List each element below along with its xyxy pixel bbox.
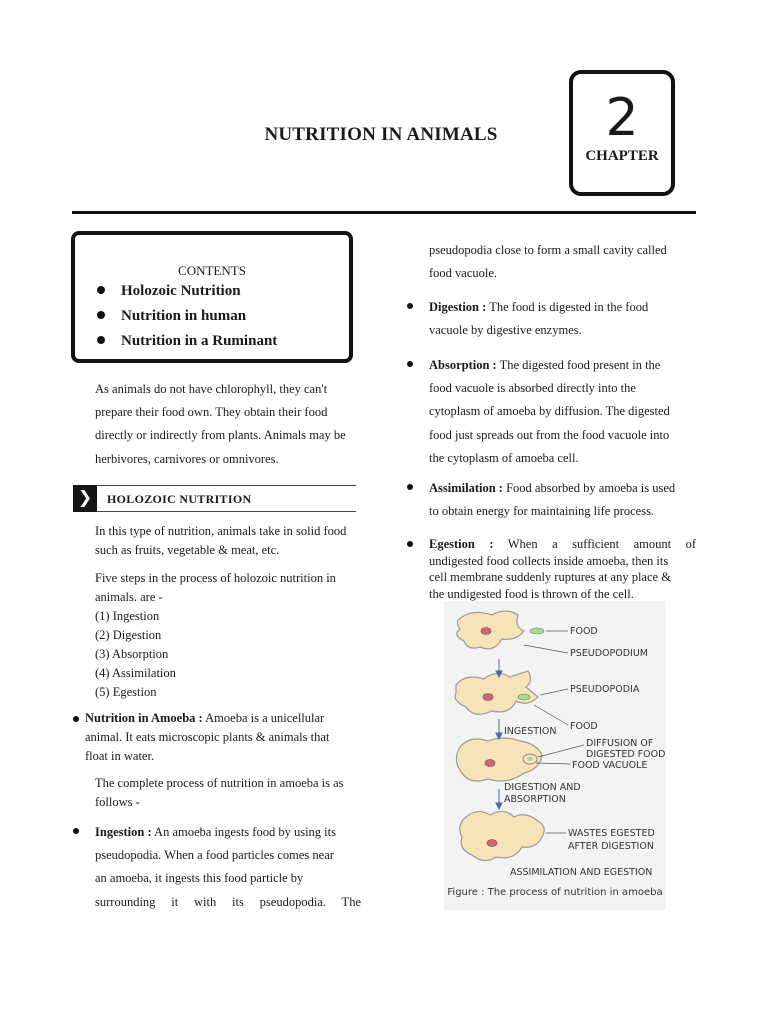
contents-box (71, 231, 353, 363)
label-ingestion: INGESTION (504, 726, 557, 737)
step-item: (3) Absorption (95, 647, 169, 661)
ingestion-paragraph: Ingestion : An amoeba ingests food by using its pseudopodia. When a food particles comes near an amoeba, it ingests this food particle by surrounding it with its pseudopodia. The (95, 825, 361, 909)
chapter-badge (569, 70, 675, 196)
bullet-icon (97, 286, 105, 294)
chapter-label: CHAPTER (585, 148, 659, 164)
digestion-paragraph: Digestion : The food is digested in the food vacuole by digestive enzymes. (429, 300, 649, 338)
intro-paragraph: As animals do not have chlorophyll, they can't prepare their food own. They obtain their food directly or indirectly from plants. Animals may be herbivores, carnivores or omnivores. (95, 382, 346, 466)
five-steps: Five steps in the process of holozoic nutrition in animals. are - (1) Ingestion (2) Digestion (3) Absorption (4) Assimilation (5) Egestion (95, 569, 361, 702)
bullet-icon (407, 361, 413, 367)
page-title: NUTRITION IN ANIMALS (264, 124, 498, 145)
label-digestion-and: DIGESTION AND (504, 782, 581, 793)
bullet-icon (407, 303, 413, 309)
bullet-icon (73, 828, 79, 834)
label-food-vacuole: FOOD VACUOLE (572, 760, 648, 771)
amoeba-diagram (444, 601, 666, 910)
contents-title: CONTENTS (178, 263, 246, 278)
egestion-paragraph: Egestion : When a sufficient amount of undigested food collects inside amoeba, then its cell membrane suddenly ruptures at any place & the undigested food is thrown of the cell. (429, 537, 697, 601)
contents-list (95, 283, 277, 358)
heading-marker (73, 485, 97, 512)
amoeba-stage-2 (455, 671, 538, 714)
nucleus (485, 760, 495, 767)
section-heading (73, 485, 356, 512)
amoeba-stage-4 (460, 811, 545, 860)
bullet-icon (407, 484, 413, 490)
nucleus (481, 628, 491, 635)
contents-item: Nutrition in a Ruminant (95, 333, 277, 358)
food-particle (518, 694, 530, 700)
step-item: (5) Egestion (95, 685, 157, 699)
bullet-icon (97, 311, 105, 319)
nucleus (487, 840, 497, 847)
label-diffusion: DIFFUSION OF (586, 738, 654, 749)
chevron-right-icon: ❯ (78, 488, 93, 508)
label-after-digestion: AFTER DIGESTION (568, 841, 654, 852)
absorption-paragraph: Absorption : The digested food present in the food vacuole is absorbed directly into the cytoplasm of amoeba by diffusion. The digested food just spreads out from the food vacuole into the cytoplasm of amoeba cell. (429, 358, 670, 465)
amoeba-figure (444, 601, 666, 910)
amoeba-nutrition: Nutrition in Amoeba : Amoeba is a unicellular animal. It eats microscopic plants & animals that float in water. (85, 711, 330, 763)
label-absorption: ABSORPTION (504, 794, 566, 805)
label-food: FOOD (570, 721, 598, 732)
holozoic-definition: In this type of nutrition, animals take in solid food such as fruits, vegetable & meat, etc. (95, 524, 347, 557)
step-item: (4) Assimilation (95, 666, 176, 680)
step-item: (1) Ingestion (95, 609, 160, 623)
ingestion-continued: pseudopodia close to form a small cavity called food vacuole. (429, 243, 667, 281)
contents-item: Nutrition in human (95, 308, 277, 333)
figure-caption: Figure : The process of nutrition in amoeba (447, 887, 663, 898)
label-wastes-egested: WASTES EGESTED (568, 828, 655, 839)
assimilation-paragraph: Assimilation : Food absorbed by amoeba is used to obtain energy for maintaining life process. (429, 481, 676, 519)
section-heading-text: HOLOZOIC NUTRITION (107, 492, 252, 506)
bullet-icon (97, 336, 105, 344)
step-item: (2) Digestion (95, 628, 162, 642)
label-pseudopodium: PSEUDOPODIUM (570, 648, 648, 659)
label-digested-food: DIGESTED FOOD (586, 749, 666, 760)
label-pseudopodia: PSEUDOPODIA (570, 684, 640, 695)
nucleus (483, 694, 493, 701)
complete-process: The complete process of nutrition in amoeba is as follows - (95, 776, 344, 809)
label-food: FOOD (570, 626, 598, 637)
contents-item: Holozoic Nutrition (95, 283, 277, 308)
food-particle (530, 628, 544, 634)
header-rule (72, 211, 696, 214)
chapter-number: 2 (605, 88, 639, 148)
label-assimilation-egestion: ASSIMILATION AND EGESTION (510, 867, 653, 878)
bullet-icon (407, 541, 413, 547)
bullet-icon (73, 716, 79, 722)
